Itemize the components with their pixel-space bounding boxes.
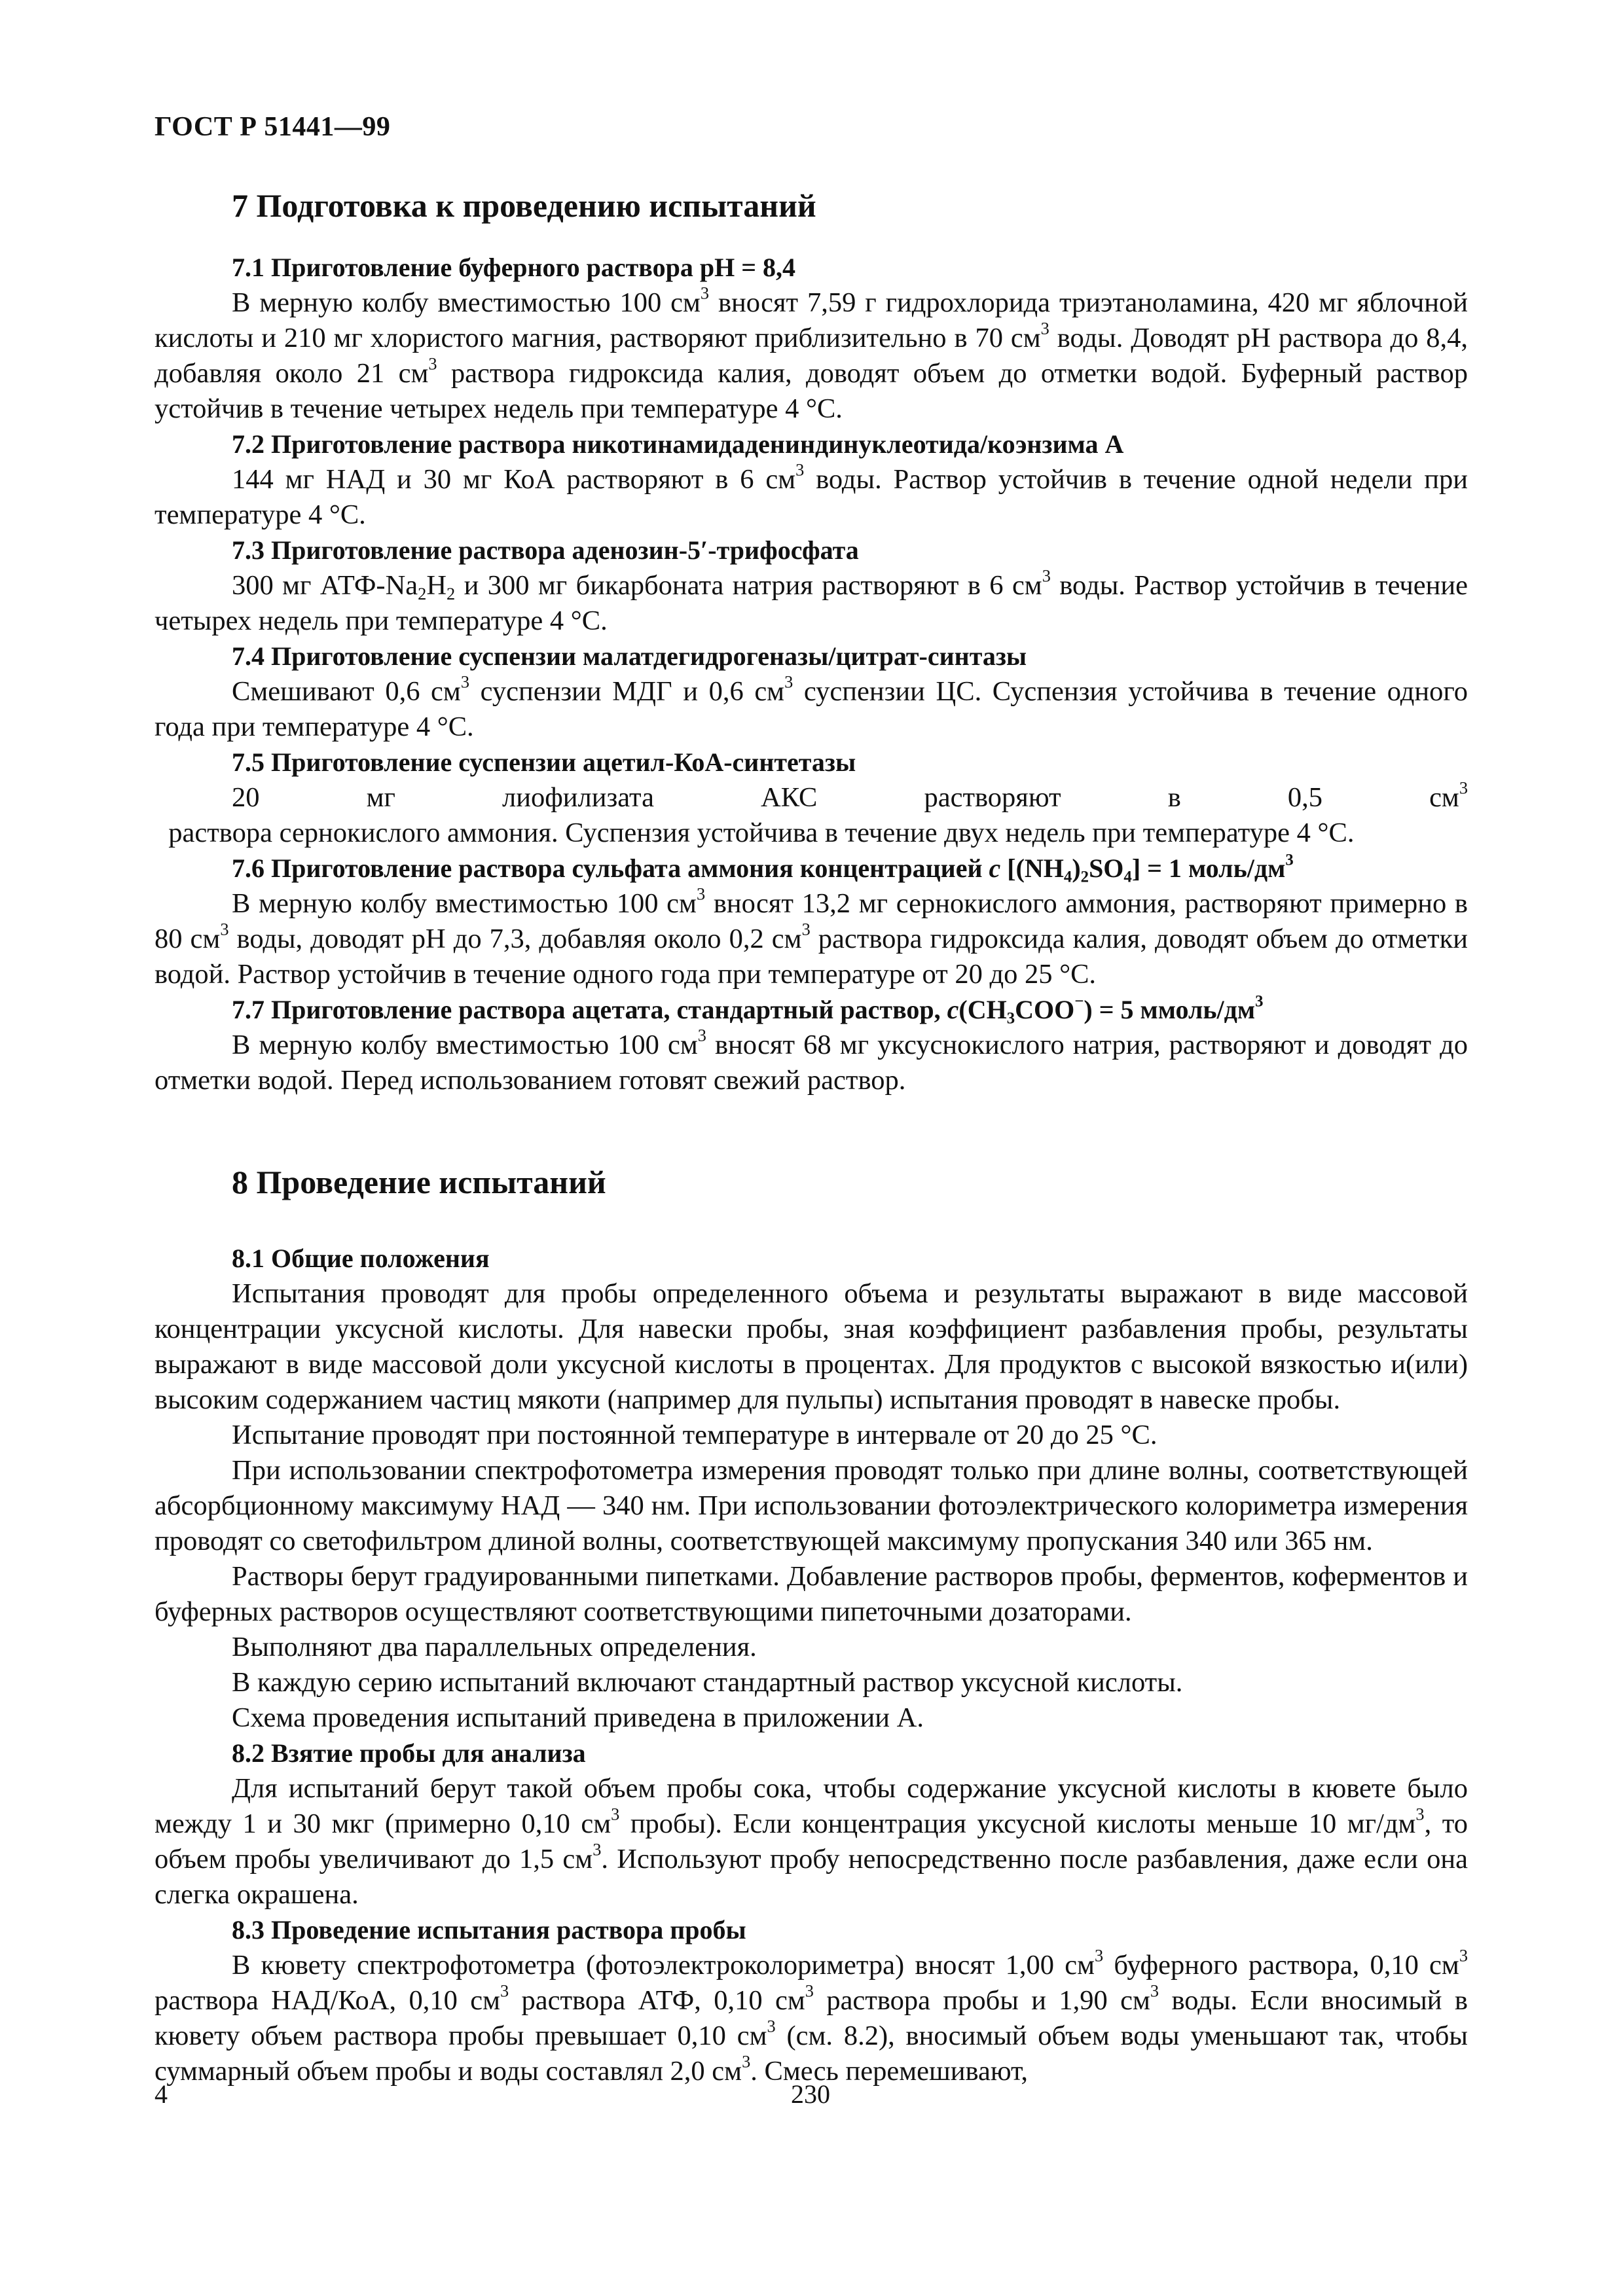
subsection-8-1-title: 8.1 Общие положения (232, 1244, 490, 1273)
document-body (155, 185, 1468, 2089)
paragraph-8-1-4: Растворы берут градуированными пипетками. Добавление растворов пробы, ферментов, коферментов и буферных растворов осуществляют соответствующими пипеточными дозаторами. (155, 1561, 1468, 1627)
paragraph-8-3: В кювету спектрофотометра (фотоэлектроколориметра) вносят 1,00 $см^3$ буферного раствора, 0,10 $см^3$ раствора НАД/КоА, 0,10 $см^3$ раствора АТФ, 0,10 $см^3$ раствора пробы и 1,90 $см^3$ воды. Если вносимый в кювету объем раствора пробы превышает 0,10 $см^3$ (см. 8.2), вносимый объем воды уменьшают так, чтобы суммарный объем пробы и воды составлял 2,0 $см^3$. Смесь перемешивают, (155, 1946, 1468, 2087)
subsection-7-6-title: 7.6 Приготовление раствора сульфата аммония концентрацией c $[(NH_4)_2SO_4] = 1$ моль/$дм^3$ (232, 851, 1294, 886)
subsection-7-7-title: 7.7 Приготовление раствора ацетата, стандартный раствор, $c(CH_3COO^-) = 5$ ммоль/$дм^3$ (232, 992, 1264, 1028)
section-8-title: 8 Проведение испытаний (232, 1164, 606, 1200)
paragraph-8-2: Для испытаний берут такой объем пробы сока, чтобы содержание уксусной кислоты в кювете было между 1 и 30 мкг (примерно 0,10 $см^3$ пробы). Если концентрация уксусной кислоты меньше 10 $мг/дм^3$, то объем пробы увеличивают до 1,5 $см^3$. Используют пробу непосредственно после разбавления, даже если она слегка окрашена. (155, 1773, 1468, 1910)
paragraph-7-1: В мерную колбу вместимостью 100 $см^3$ вносят 7,59 г гидрохлорида триэтаноламина, 420 мг яблочной кислоты и 210 мг хлористого магния, растворяют приблизительно в 70 $см^3$ воды. Доводят pH раствора до 8,4, добавляя около 21 $см^3$ раствора гидроксида калия, доводят объем до отметки водой. Буферный раствор устойчив в течение четырех недель при температуре 4 °С. (155, 283, 1468, 424)
paragraph-8-1-2: Испытание проводят при постоянной температуре в интервале от 20 до 25 °С. (232, 1420, 1158, 1450)
paragraph-7-6: В мерную колбу вместимостью 100 $см^3$ вносят 13,2 мг сернокислого аммония, растворяют примерно в 80 $см^3$ воды, доводят pH до 7,3, добавляя около 0,2 $см^3$ раствора гидроксида калия, доводят объем до отметки водой. Раствор устойчив в течение одного года при температуре от 20 до 25 °С. (155, 884, 1468, 990)
page-number-center: 230 (791, 2079, 830, 2109)
paragraph-7-4: Смешивают 0,6 $см^3$ суспензии МДГ и 0,6 $см^3$ суспензии ЦС. Суспензия устойчива в течение одного года при температуре 4 °С. (155, 672, 1468, 742)
paragraph-8-1-5: Выполняют два параллельных определения. (232, 1632, 757, 1662)
paragraph-7-7: В мерную колбу вместимостью 100 $см^3$ вносят 68 мг уксуснокислого натрия, растворяют и доводят до отметки водой. Перед использованием готовят свежий раствор. (155, 1026, 1468, 1096)
subsection-8-3-title: 8.3 Проведение испытания раствора пробы (232, 1915, 746, 1945)
subsection-7-2-title: 7.2 Приготовление раствора никотинамидадениндинуклеотида/коэнзима А (232, 429, 1124, 459)
subsection-7-4-title: 7.4 Приготовление суспензии малатдегидрогеназы/цитрат-синтазы (232, 641, 1027, 671)
document-code: ГОСТ Р 51441—99 (155, 112, 391, 142)
paragraph-7-2: 144 мг НАД и 30 мг КоА растворяют в 6 $см^3$ воды. Раствор устойчив в течение одной недели при температуре 4 °С. (155, 460, 1468, 530)
paragraph-7-5: 20 мг лиофилизата АКС растворяют в 0,5 $см^3$ раствора сернокислого аммония. Суспензия устойчива в течение двух недель при температуре 4 °С. (155, 778, 1468, 848)
subsection-7-5-title: 7.5 Приготовление суспензии ацетил-КоА-синтетазы (232, 747, 856, 777)
paragraph-8-1-6: В каждую серию испытаний включают стандартный раствор уксусной кислоты. (232, 1667, 1183, 1698)
subsection-7-3-title: 7.3 Приготовление раствора аденозин-5′-трифосфата (232, 535, 859, 565)
subsection-7-1-title: 7.1 Приготовление буферного раствора pH = 8,4 (232, 253, 796, 282)
page-number-left: 4 (155, 2079, 168, 2109)
section-7-title: 7 Подготовка к проведению испытаний (232, 187, 816, 224)
paragraph-8-1-3: При использовании спектрофотометра измерения проводят только при длине волны, соответствующей абсорбционному максимуму НАД — 340 нм. При использовании фотоэлектрического колориметра измерения проводят со светофильтром длиной волны, соответствующей максимуму пропускания 340 или 365 нм. (155, 1455, 1468, 1556)
paragraph-8-1-1: Испытания проводят для пробы определенного объема и результаты выражают в виде массовой концентрации уксусной кислоты. Для навески пробы, зная коэффициент разбавления пробы, результаты выражают в виде массовой доли уксусной кислоты в процентах. Для продуктов с высокой вязкостью и(или) высоким содержанием частиц мякоти (например для пульпы) испытания проводят в навеске пробы. (155, 1278, 1468, 1415)
paragraph-7-3: 300 мг АТФ-$Na_2H_2$ и 300 мг бикарбоната натрия растворяют в 6 $см^3$ воды. Раствор устойчив в течение четырех недель при температуре 4 °С. (155, 566, 1468, 636)
subsection-8-2-title: 8.2 Взятие пробы для анализа (232, 1738, 586, 1768)
paragraph-8-1-7: Схема проведения испытаний приведена в приложении А. (232, 1702, 924, 1733)
